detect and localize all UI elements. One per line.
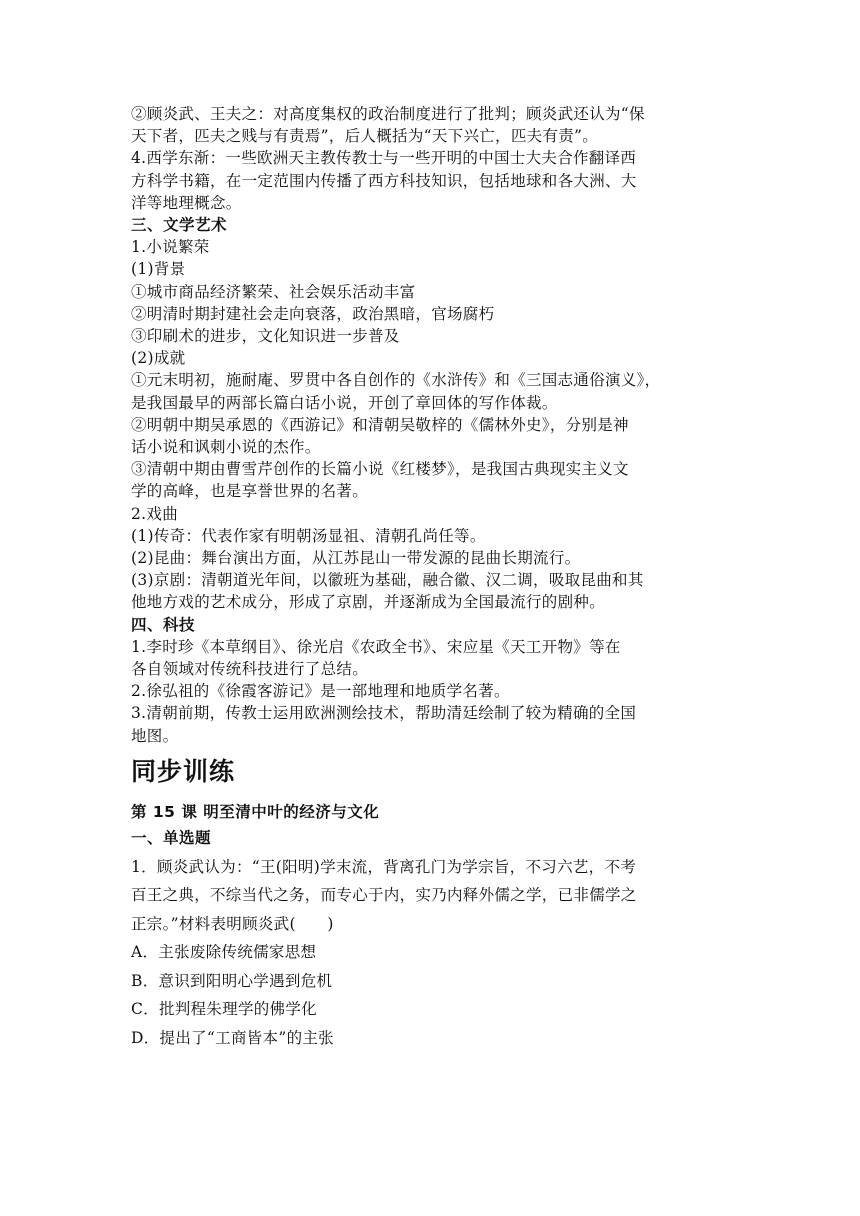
text-line: 地图。 — [131, 726, 179, 745]
text-line: 他地方戏的艺术成分，形成了京剧，并逐渐成为全国最流行的剧种。 — [131, 593, 606, 612]
question-line: 正宗。”材料表明顾炎武( ) — [131, 914, 334, 933]
text-line: 4.西学东渐：一些欧洲天主教传教士与一些开明的中国士大夫合作翻译西 — [131, 149, 637, 168]
text-line: ①元末明初，施耐庵、罗贯中各自创作的《水浒传》和《三国志通俗演义》， — [131, 371, 661, 390]
text-line: ②明清时期封建社会走向衰落，政治黑暗，官场腐朽 — [131, 304, 495, 323]
text-line: 2.徐弘祖的《徐霞客游记》是一部地理和地质学名著。 — [131, 682, 510, 701]
text-line: 1.李时珍《本草纲目》、徐光启《农政全书》、宋应星《天工开物》等在 — [131, 637, 621, 656]
option-b[interactable]: B．意识到阳明心学遇到危机 — [131, 971, 333, 990]
text-line: ③清朝中期由曹雪芹创作的长篇小说《红楼梦》，是我国古典现实主义文 — [131, 460, 629, 479]
text-line: 话小说和讽刺小说的杰作。 — [131, 438, 321, 457]
text-line: 2.戏曲 — [131, 504, 178, 523]
text-line: ①城市商品经济繁荣、社会娱乐活动丰富 — [131, 282, 416, 301]
text-line: (2)昆曲：舞台演出方面，从江苏昆山一带发源的昆曲长期流行。 — [131, 549, 581, 568]
text-line: 各自领域对传统科技进行了总结。 — [131, 660, 369, 679]
text-line: (1)传奇：代表作家有明朝汤显祖、清朝孔尚任等。 — [131, 526, 486, 545]
text-line: 是我国最早的两部长篇白话小说，开创了章回体的写作体裁。 — [131, 393, 558, 412]
content-block-b — [131, 236, 731, 613]
document-page — [131, 103, 731, 1052]
text-line: 3.清朝前期，传教士运用欧洲测绘技术，帮助清廷绘制了较为精确的全国 — [131, 704, 637, 723]
text-line: (1)背景 — [131, 260, 186, 279]
text-line: 洋等地理概念。 — [131, 193, 242, 212]
content-block-a — [131, 103, 731, 214]
exercise-section-heading: 一、单选题 — [131, 828, 212, 847]
content-block-c — [131, 636, 731, 747]
text-line: ②明朝中期吴承恩的《西游记》和清朝吴敬梓的《儒林外史》，分别是神 — [131, 415, 629, 434]
question-1 — [131, 853, 731, 1053]
section-heading-literature: 三、文学艺术 — [131, 216, 228, 235]
exercise-title: 同步训练 — [131, 756, 236, 786]
text-line: 天下者，匹夫之贱与有责焉”，后人概括为“天下兴亡，匹夫有责”。 — [131, 127, 599, 146]
section-heading-science: 四、科技 — [131, 615, 196, 634]
text-line: ③印刷术的进步，文化知识进一步普及 — [131, 327, 400, 346]
text-line: 学的高峰，也是享誉世界的名著。 — [131, 482, 369, 501]
text-line: ②顾炎武、王夫之：对高度集权的政治制度进行了批判；顾炎武还认为“保 — [131, 105, 645, 123]
text-line: 方科学书籍，在一定范围内传播了西方科技知识，包括地球和各大洲、大 — [131, 171, 637, 190]
option-d[interactable]: D．提出了“工商皆本”的主张 — [131, 1028, 334, 1047]
option-a[interactable]: A．主张废除传统儒家思想 — [131, 943, 317, 962]
option-c[interactable]: C．批判程朱理学的佛学化 — [131, 1000, 317, 1019]
text-line: 1.小说繁荣 — [131, 238, 210, 257]
lesson-title: 第 15 课 明至清中叶的经济与文化 — [131, 802, 380, 821]
text-line: (3)京剧：清朝道光年间，以徽班为基础，融合徽、汉二调，吸取昆曲和其 — [131, 571, 644, 590]
text-line: (2)成就 — [131, 349, 186, 368]
question-line: 1．顾炎武认为：“王(阳明)学末流，背离孔门为学宗旨，不习六艺，不考 — [131, 857, 637, 876]
question-line: 百王之典，不综当代之务，而专心于内，实乃内释外儒之学，已非儒学之 — [131, 886, 637, 905]
